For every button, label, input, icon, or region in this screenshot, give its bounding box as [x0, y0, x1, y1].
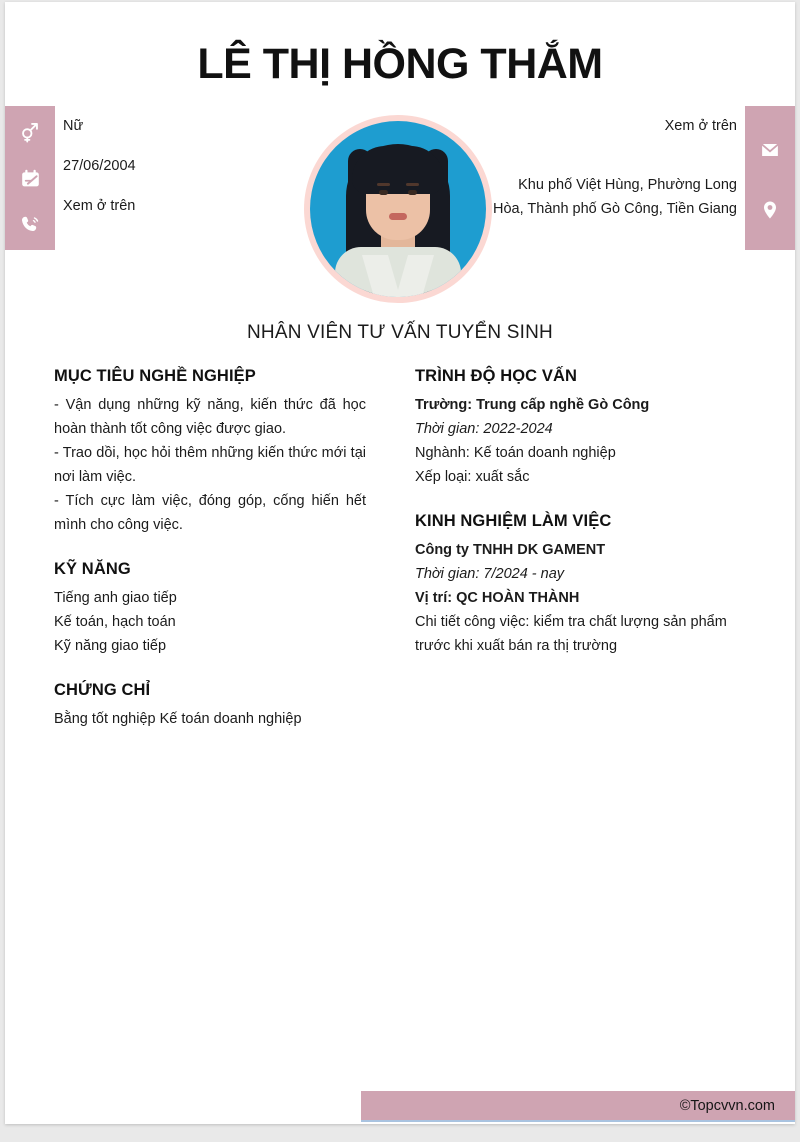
- contact-left-list: [63, 106, 283, 226]
- section-career-objective: [54, 367, 366, 537]
- contact-gender: Nữ: [63, 118, 84, 134]
- education-period: Thời gian: 2022-2024: [415, 421, 553, 437]
- section-education: [415, 367, 735, 489]
- contact-address: Khu phố Việt Hùng, Phường Long Hòa, Thành phố Gò Công, Tiền Giang: [493, 177, 737, 217]
- left-icon-bar: [5, 106, 55, 250]
- contact-phone: Xem ở trên: [63, 198, 136, 214]
- portrait-brow-left: [377, 183, 390, 186]
- contact-birthdate: 27/06/2004: [63, 158, 136, 174]
- avatar-photo: [310, 121, 486, 297]
- section-certificates: [54, 681, 366, 731]
- certificate-item: Bằng tốt nghiệp Kế toán doanh nghiệp: [54, 711, 302, 727]
- section-heading: KINH NGHIỆM LÀM VIỆC: [415, 512, 612, 530]
- education-major: Nghành: Kế toán doanh nghiệp: [415, 445, 616, 461]
- section-experience: [415, 512, 735, 658]
- footer-credit: ©Topcvvn.com: [679, 1097, 775, 1114]
- contact-email: Xem ở trên: [664, 118, 737, 134]
- contact-right-list: [487, 106, 737, 221]
- avatar: [304, 115, 492, 303]
- portrait-eye-left: [379, 190, 388, 195]
- portrait-hair-front: [352, 146, 444, 194]
- footer-bar: [361, 1091, 795, 1122]
- experience-company: Công ty TNHH DK GAMENT: [415, 542, 606, 558]
- calendar-icon: [5, 158, 55, 198]
- cv-page: [5, 2, 795, 1124]
- section-heading: KỸ NĂNG: [54, 560, 131, 578]
- page-title: LÊ THỊ HỒNG THẮM: [197, 40, 603, 88]
- section-skills: [54, 560, 366, 658]
- experience-position: Vị trí: QC HOÀN THÀNH: [415, 590, 580, 606]
- section-heading: MỤC TIÊU NGHỀ NGHIỆP: [54, 367, 256, 385]
- objective-line-1: - Vận dụng những kỹ năng, kiến thức đã học hoàn thành tốt công việc được giao.: [54, 397, 366, 437]
- section-heading: CHỨNG CHỈ: [54, 681, 151, 699]
- education-school: Trường: Trung cấp nghề Gò Công: [415, 397, 650, 413]
- objective-line-2: - Trao dồi, học hỏi thêm những kiến thức mới tại nơi làm việc.: [54, 445, 366, 485]
- experience-period: Thời gian: 7/2024 - nay: [415, 566, 565, 582]
- objective-line-3: - Tích cực làm việc, đóng góp, cống hiến hết mình cho công việc.: [54, 493, 366, 533]
- skill-item: Kỹ năng giao tiếp: [54, 638, 167, 654]
- envelope-icon: [745, 130, 795, 170]
- job-title: NHÂN VIÊN TƯ VẤN TUYỂN SINH: [247, 322, 553, 343]
- location-pin-icon: [745, 190, 795, 230]
- skill-item: Kế toán, hạch toán: [54, 614, 176, 630]
- skill-item: Tiếng anh giao tiếp: [54, 590, 177, 606]
- portrait-eye-right: [408, 190, 417, 195]
- left-column: [54, 367, 366, 731]
- right-icon-bar: [745, 106, 795, 250]
- section-heading: TRÌNH ĐỘ HỌC VẤN: [415, 367, 578, 385]
- right-column: [415, 367, 735, 658]
- education-grade: Xếp loại: xuất sắc: [415, 469, 530, 485]
- portrait-brow-right: [406, 183, 419, 186]
- phone-icon: [5, 204, 55, 244]
- portrait-mouth: [389, 213, 407, 220]
- experience-details: Chi tiết công việc: kiểm tra chất lượng sản phẩm trước khi xuất bán ra thị trường: [415, 614, 727, 654]
- gender-icon: [5, 112, 55, 152]
